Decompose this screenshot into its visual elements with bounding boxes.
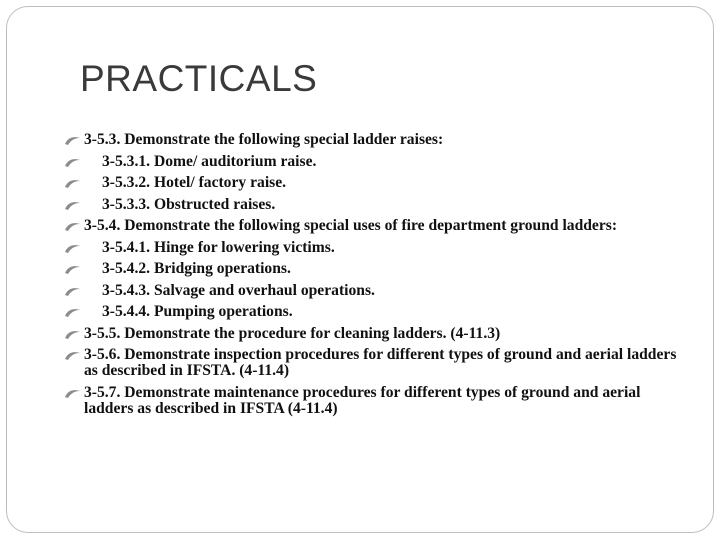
list-item xyxy=(0,175,720,191)
list-item-text: 3-5.4. Demonstrate the following special uses of fire department ground ladders: xyxy=(84,217,618,234)
list-item xyxy=(0,347,720,379)
swoosh-bullet-icon xyxy=(64,135,81,146)
list-item xyxy=(0,304,720,320)
list-item-text: 3-5.3.2. Hotel/ factory raise. xyxy=(102,174,287,191)
swoosh-bullet-icon xyxy=(64,286,81,297)
swoosh-bullet-icon xyxy=(64,221,81,232)
list-item-text: 3-5.4.2. Bridging operations. xyxy=(102,260,291,277)
list-item xyxy=(0,261,720,277)
bullet-list xyxy=(0,132,720,422)
swoosh-bullet-icon xyxy=(64,350,81,361)
list-item-text: 3-5.5. Demonstrate the procedure for cleaning ladders. (4-11.3) xyxy=(84,324,501,342)
swoosh-bullet-icon xyxy=(64,307,81,318)
swoosh-bullet-icon xyxy=(64,200,81,211)
list-item xyxy=(0,326,720,342)
list-item-text: 3-5.6. Demonstrate inspection procedures for different types of ground and aerial ladders as described in IFSTA. (4-11.4) xyxy=(84,346,677,379)
swoosh-bullet-icon xyxy=(64,157,81,168)
list-item-text: 3-5.4.4. Pumping operations. xyxy=(102,303,293,320)
list-item xyxy=(0,154,720,170)
list-item-text: 3-5.3.1. Dome/ auditorium raise. xyxy=(102,152,317,170)
list-item xyxy=(0,283,720,299)
slide-title: PRACTICALS xyxy=(80,58,318,99)
swoosh-bullet-icon xyxy=(64,178,81,189)
list-item xyxy=(0,218,720,234)
list-item xyxy=(0,385,720,417)
swoosh-bullet-icon xyxy=(64,388,81,399)
list-item-text: 3-5.3. Demonstrate the following special ladder raises: xyxy=(84,131,444,148)
swoosh-bullet-icon xyxy=(64,329,81,340)
swoosh-bullet-icon xyxy=(64,264,81,275)
list-item-text: 3-5.7. Demonstrate maintenance procedures for different types of ground and aerial ladders as described in IFSTA (4-11.4) xyxy=(84,383,641,417)
list-item-text: 3-5.4.3. Salvage and overhaul operations. xyxy=(102,281,375,299)
list-item xyxy=(0,240,720,256)
swoosh-bullet-icon xyxy=(64,243,81,254)
list-item-text: 3-5.4.1. Hinge for lowering victims. xyxy=(102,238,335,256)
list-item-text: 3-5.3.3. Obstructed raises. xyxy=(102,195,276,213)
list-item xyxy=(0,197,720,213)
list-item xyxy=(0,132,720,148)
